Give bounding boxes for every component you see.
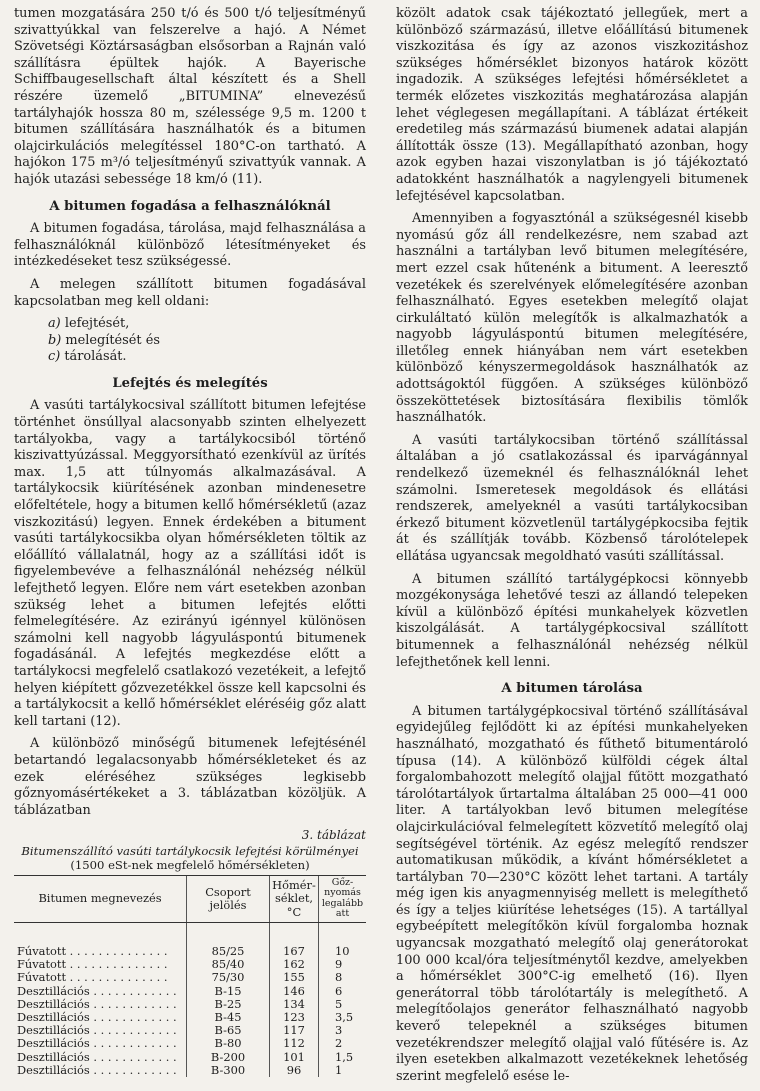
cell-name: Desztillációs . . . . . . . . . . . . bbox=[17, 1050, 177, 1064]
cell-name: Desztillációs . . . . . . . . . . . . bbox=[17, 984, 177, 998]
cell-group: B-65 bbox=[187, 1024, 270, 1037]
cell-name: Fúvatott . . . . . . . . . . . . . . bbox=[17, 958, 168, 972]
cell-temperature: 134 bbox=[270, 998, 319, 1011]
paragraph: Amennyiben a fogyasztónál a szükségesnél kisebb nyomású gőz áll rendelkezésre, nem szabad azt használni a tartályban levő bitumen melegítésére, mert ezzel csak hűtenénk a bitument. A leeresztő vezetékek és szerelvények előmelegítésére azonban felhasználható. Egyes esetekben melegítő olajat cirkuláltató külön melegítők is alkalmazhatók a nagyobb lágyuláspontú bitumen melegítésére, illetőleg ennek hiányában nem várt esetekben különböző kényszermegoldások használhatók az adottságoktól függően. A szükséges különböző összeköttetések biztosítására flexibilis tömlők használhatók. bbox=[396, 211, 748, 426]
cell-pressure: 1,5 bbox=[319, 1051, 367, 1064]
cell-temperature: 167 bbox=[270, 922, 319, 958]
cell-temperature: 96 bbox=[270, 1064, 319, 1077]
cell-group: B-80 bbox=[187, 1037, 270, 1050]
header-temperature: Hőmér-séklet, °C bbox=[270, 875, 319, 922]
table-row bbox=[14, 1064, 366, 1077]
paragraph: A melegen szállított bitumen fogadásával kapcsolatban meg kell oldani: bbox=[14, 276, 366, 309]
list-letter: c) bbox=[48, 349, 61, 365]
table-row bbox=[14, 971, 366, 984]
list-text: tárolását. bbox=[64, 349, 127, 365]
table-header-row bbox=[14, 875, 366, 922]
table-caption: Bitumenszállító vasúti tartálykocsik lefejtési körülményei bbox=[21, 843, 359, 858]
list-letter: b) bbox=[48, 332, 62, 348]
paragraph: A bitumen szállító tartálygépkocsi könnyebb mozgékonysága lehetővé teszi az állandó telepeken kívül a különböző építési munkahelyek közvetlen kiszolgálását. A tartálygépkocsival szállított bitumennek a felhasználónál nehézség nélkül lefejthetőnek kell lenni. bbox=[396, 571, 748, 670]
cell-group: B-15 bbox=[187, 985, 270, 998]
header-pressure: Gőz-nyomás legalább att bbox=[319, 875, 367, 922]
table-row bbox=[14, 998, 366, 1011]
cell-name: Desztillációs . . . . . . . . . . . . bbox=[17, 1010, 177, 1024]
cell-temperature: 112 bbox=[270, 1037, 319, 1050]
table-row bbox=[14, 985, 366, 998]
paragraph: A bitumen tartálygépkocsival történő szállításával egyidejűleg fejlődött ki az építési munkahelyeken használható, mozgatható és fűthető bitumentároló típusa (14). A különböző külföldi cégek által forgalombahozott melegítő olajjal fűtött mozgatható tárolótartályok űrtartalma általában 25 000—41 000 liter. A tartályokban levő bitumen melegítése olajcirkulációval felmelegített közvetítő melegítő olaj segítségével történik. Az egész melegítő rendszer automatikusan működik, a kívánt hőmérsékletet a tartályban 70—230°C között lehet tartani. A tartály még igen kis anyagmennyiség mellett is melegíthető és így a teljes kiürítése lehetséges (15). A tartállyal egybeépített melegítőkön kívül forgalomba hoznak ugyancsak mozgatható melegítő olaj generátorokat 100 000 kcal/óra teljesítménytől kezdve, amelyekben a hőmérséklet 300°C-ig emelhető (16). Ilyen generátorral több tárolótartály is melegíthető. A melegítőolajos generátor felhasználható nagyobb keverő telepeknél a szükséges bitumen vezetékrendszer melegítő olajjal való fűtésére is. Az ilyen esetekben alkalmazott vezetékeknek lehetőség szerint megfelelő esése le- bbox=[396, 703, 748, 1084]
cell-pressure: 5 bbox=[319, 998, 367, 1011]
right-column bbox=[396, 6, 748, 1091]
cell-pressure: 2 bbox=[319, 1037, 367, 1050]
unloading-conditions-table bbox=[14, 875, 366, 1077]
cell-name: Fúvatott . . . . . . . . . . . . . . bbox=[17, 971, 168, 985]
cell-pressure: 3 bbox=[319, 1024, 367, 1037]
list-item bbox=[48, 349, 366, 366]
cell-pressure: 10 bbox=[319, 922, 367, 958]
cell-pressure: 9 bbox=[319, 958, 367, 971]
cell-name: Desztillációs . . . . . . . . . . . . bbox=[17, 997, 177, 1011]
cell-temperature: 162 bbox=[270, 958, 319, 971]
list-text: lefejtését, bbox=[64, 316, 130, 332]
cell-pressure: 1 bbox=[319, 1064, 367, 1077]
cell-temperature: 117 bbox=[270, 1024, 319, 1037]
requirements-list bbox=[14, 316, 366, 366]
cell-pressure: 6 bbox=[319, 985, 367, 998]
header-name: Bitumen megnevezés bbox=[14, 875, 187, 922]
table-row bbox=[14, 1051, 366, 1064]
cell-temperature: 101 bbox=[270, 1051, 319, 1064]
cell-pressure: 8 bbox=[319, 971, 367, 984]
list-item bbox=[48, 316, 366, 333]
cell-name: Desztillációs . . . . . . . . . . . . bbox=[17, 1037, 177, 1051]
cell-temperature: 146 bbox=[270, 985, 319, 998]
cell-group: B-300 bbox=[187, 1064, 270, 1077]
cell-name: Desztillációs . . . . . . . . . . . . bbox=[17, 1024, 177, 1038]
table-row bbox=[14, 1037, 366, 1050]
list-letter: a) bbox=[48, 316, 61, 332]
cell-group: B-25 bbox=[187, 998, 270, 1011]
paragraph: A különböző minőségű bitumenek lefejtésénél betartandó legalacsonyabb hőmérsékleteket és az ezek eléréséhez szükséges legkisebb gőznyomásértékeket a 3. táblázatban közöljük. A táblázatban bbox=[14, 736, 366, 818]
paragraph: A vasúti tartálykocsiban történő szállítással általában a jó csatlakozással és iparvágánnyal rendelkező üzemeknél és felhasználóknál lehet számolni. Ismeretesek megoldások és ellátási rendszerek, amelyeknél a vasúti tartálykocsiban érkező bitument közvetlenül tartálygépkocsiba fejtik át és szállítják tovább. Közbenső tárolótelepek ellátása ugyancsak megoldható vasúti szállítással. bbox=[396, 432, 748, 564]
paragraph: A bitumen fogadása, tárolása, majd felhasználása a felhasználóknál különböző létesítményeket és intézkedéseket tesz szükségessé. bbox=[14, 221, 366, 270]
section-heading-fogadas: A bitumen fogadása a felhasználóknál bbox=[49, 198, 331, 214]
cell-group: 85/40 bbox=[187, 958, 270, 971]
cell-temperature: 123 bbox=[270, 1011, 319, 1024]
paragraph-continuation: tumen mozgatására 250 t/ó és 500 t/ó teljesítményű szivattyúkkal van felszerelve a hajó. A Német Szövetségi Köztársaságban elsősorban a Rajnán való szállításra épültek hajók. A Bayerische Schiffbaugesellschaft által készített és a Shell részére üzemelő „BITUMINA” elnevezésű tartályhajók hossza 80 m, szélessége 9,5 m. 1200 t bitumen szállítására használhatók és a bitumen olajcirkulációs melegítéssel 180°C-on tartható. A hajókon 175 m³/ó teljesítményű szivattyúk vannak. A hajók utazási sebessége 18 km/ó (11). bbox=[14, 6, 366, 187]
section-heading-tarolas: A bitumen tárolása bbox=[501, 681, 643, 697]
cell-group: B-200 bbox=[187, 1051, 270, 1064]
list-text: melegítését és bbox=[65, 332, 160, 348]
list-item bbox=[48, 333, 366, 350]
cell-temperature: 155 bbox=[270, 971, 319, 984]
table-number: 3. táblázat bbox=[301, 828, 366, 843]
header-group: Csoport jelölés bbox=[187, 875, 270, 922]
paragraph-continuation: közölt adatok csak tájékoztató jellegűek, mert a különböző származású, illetve előállítású bitumenek viszkozitása és így az azonos viszkozitáshoz szükséges hőmérséklet bizonyos határok között ingadozik. A szükséges lefejtési hőmérsékletet a termék előzetes viszkozitás meghatározása alapján lehet véglegesen megállapítani. A táblázat értékeit eredetileg más származású biumenek adatai alapján állították össze (13). Megállapítható azonban, hogy azok egyben hazai viszonylatban is jó tájékoztató adatokként használhatók a nagylengyeli bitumenek lefejtésével kapcsolatban. bbox=[396, 6, 748, 204]
table-subcaption: (1500 eSt-nek megfelelő hőmérsékleten) bbox=[70, 857, 310, 872]
left-column bbox=[14, 6, 366, 1077]
cell-name: Fúvatott . . . . . . . . . . . . . . bbox=[17, 943, 168, 958]
table-row bbox=[14, 922, 366, 958]
table-row bbox=[14, 1011, 366, 1024]
paragraph: A vasúti tartálykocsival szállított bitumen lefejtése történhet önsúllyal alacsonyabb szinten elhelyezett tartályokba, vagy a tartálykocsiból történő kiszivattyúzással. Meggyorsítható ezenkívül az ürítés max. 1,5 att túlnyomás alkalmazásával. A tartálykocsik kiürítésének azonban mindenesetre előfeltétele, hogy a bitumen kellő hőmérsékletű (azaz viszkozitású) legyen. Ennek érdekében a bitument vasúti tartálykocsikba olyan hőmérsékleten töltik az előállító vállalatnál, hogy az a szállítási időt is figyelembevéve a felhasználónál nehézség nélkül lefejthető legyen. Előre nem várt esetekben azonban szükség lehet a bitumen lefejtés előtti felmelegítésére. Az ezirányú igénnyel különösen számolni kell nagyobb lágyuláspontú bitumenek fogadásánál. A lefejtés megkezdése előtt a tartálykocsi megfelelő csatlakozó vezetékeit, a lefejtő helyen kiépített gőzvezetékkel össze kell kapcsolni és a tartálykocsit a kellő hőmérséklet eléréséig gőz alatt kell tartani (12). bbox=[14, 398, 366, 729]
cell-name: Desztillációs . . . . . . . . . . . . bbox=[17, 1063, 177, 1077]
cell-pressure: 3,5 bbox=[319, 1011, 367, 1024]
cell-group: 75/30 bbox=[187, 971, 270, 984]
cell-group: 85/25 bbox=[187, 922, 270, 958]
section-heading-lefejtes: Lefejtés és melegítés bbox=[112, 375, 268, 391]
table-row bbox=[14, 958, 366, 971]
cell-group: B-45 bbox=[187, 1011, 270, 1024]
